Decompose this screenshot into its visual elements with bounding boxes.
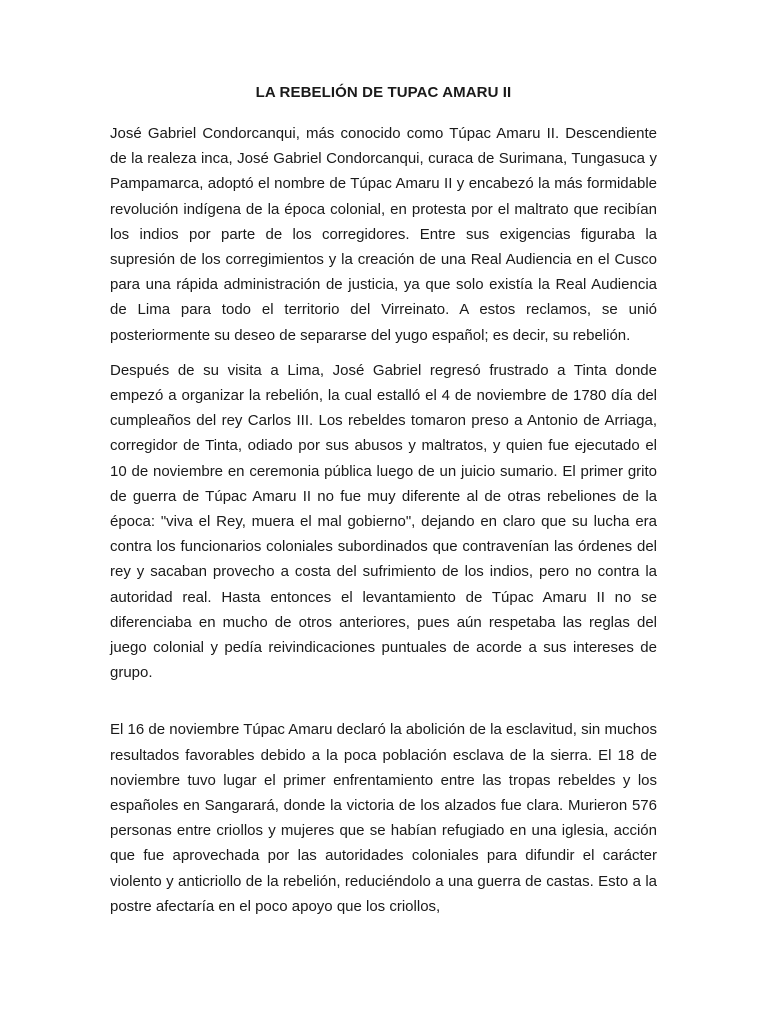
document-page: [110, 84, 657, 929]
paragraph-1: José Gabriel Condorcanqui, más conocido como Túpac Amaru II. Descendiente de la realeza inca, José Gabriel Condorcanqui, curaca de Surimana, Tungasuca y Pampamarca, adoptó el nombre de Túpac Amaru II y encabezó la más formidable revolución indígena de la época colonial, en protesta por el maltrato que recibían los indios por parte de los corregidores. Entre sus exigencias figuraba la supresión de los corregimientos y la creación de una Real Audiencia en el Cusco para una rápida administración de justicia, ya que solo existía la Real Audiencia de Lima para todo el territorio del Virreinato. A estos reclamos, se unió posteriormente su deseo de separarse del yugo español; es decir, su rebelión.: [110, 125, 657, 344]
paragraph-3: El 16 de noviembre Túpac Amaru declaró la abolición de la esclavitud, sin muchos resultados favorables debido a la poca población esclava de la sierra. El 18 de noviembre tuvo lugar el primer enfrentamiento entre las tropas rebeldes y los españoles en Sangarará, donde la victoria de los alzados fue clara. Murieron 576 personas entre criollos y mujeres que se habían refugiado en una iglesia, acción que fue aprovechada por las autoridades coloniales para difundir el carácter violento y anticriollo de la rebelión, reduciéndolo a una guerra de castas. Esto a la postre afectaría en el poco apoyo que los criollos,: [110, 721, 657, 915]
document-title: LA REBELIÓN DE TUPAC AMARU II: [255, 84, 512, 101]
paragraph-2: Después de su visita a Lima, José Gabriel regresó frustrado a Tinta donde empezó a organizar la rebelión, la cual estalló el 4 de noviembre de 1780 día del cumpleaños del rey Carlos III. Los rebeldes tomaron preso a Antonio de Arriaga, corregidor de Tinta, odiado por sus abusos y maltratos, y quien fue ejecutado el 10 de noviembre en ceremonia pública luego de un juicio sumario. El primer grito de guerra de Túpac Amaru II no fue muy diferente al de otras rebeliones de la época: "viva el Rey, muera el mal gobierno", dejando en claro que su lucha era contra los funcionarios coloniales subordinados que contravenían las órdenes del rey y sacaban provecho a costa del sufrimiento de los indios, pero no contra la autoridad real. Hasta entonces el levantamiento de Túpac Amaru II no se diferenciaba en mucho de otros anteriores, pues aún respetaba las reglas del juego colonial y pedía reivindicaciones puntuales de acorde a sus intereses de grupo.: [110, 361, 657, 682]
